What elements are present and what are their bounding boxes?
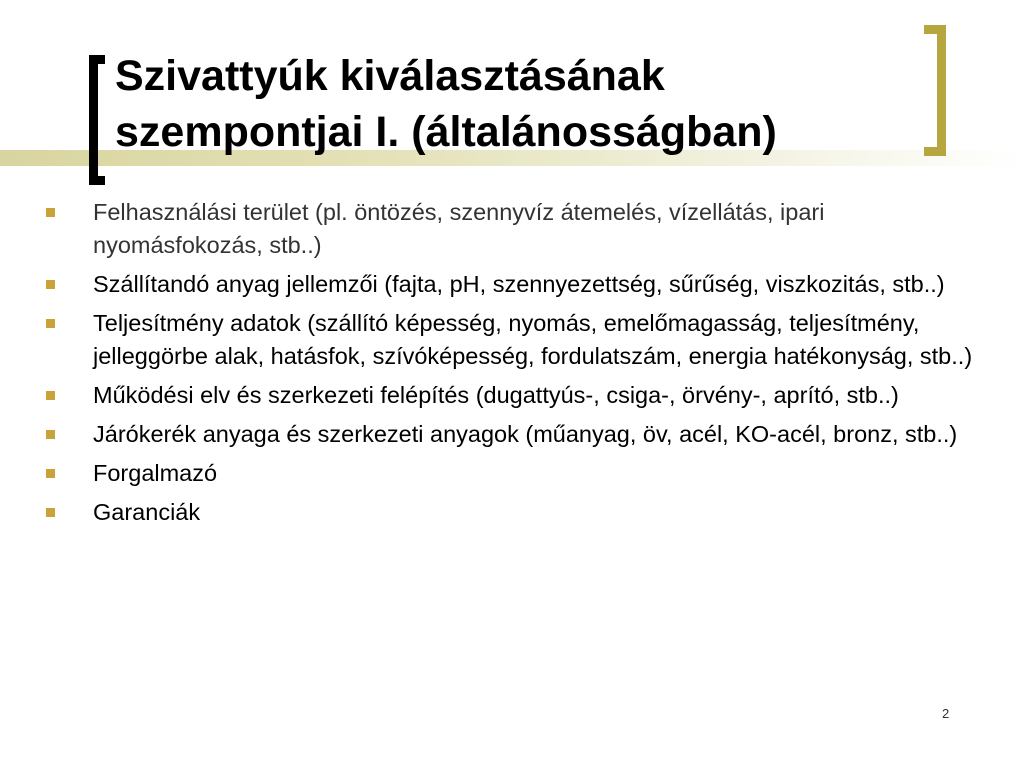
bullet-text: Járókerék anyaga és szerkezeti anyagok (műanyag, öv, acél, KO-acél, bronz, stb..) — [93, 421, 958, 447]
bullet-text: Teljesítmény adatok (szállító képesség, nyomás, emelőmagasság, teljesítmény, jelleggörbe alak, hatásfok, szívóképesség, fordulatszám, energia hatékonyság, stb..) — [93, 310, 973, 369]
bullet-text: Forgalmazó — [93, 460, 218, 486]
right-bracket-decoration — [924, 25, 946, 156]
page-number: 2 — [942, 706, 950, 721]
square-bullet-icon — [46, 208, 55, 217]
bullet-item — [46, 268, 996, 301]
bullet-item — [46, 496, 996, 529]
square-bullet-icon — [46, 391, 55, 400]
bullet-item — [46, 196, 996, 262]
square-bullet-icon — [46, 430, 55, 439]
square-bullet-icon — [46, 508, 55, 517]
bullet-list — [46, 196, 996, 535]
left-bracket-decoration — [89, 55, 105, 185]
square-bullet-icon — [46, 280, 55, 289]
slide-title: Szivattyúk kiválasztásának szempontjai I. (általánosságban) — [115, 52, 777, 156]
bullet-text: Felhasználási terület (pl. öntözés, szennyvíz átemelés, vízellátás, ipari nyomásfokozás, stb..) — [93, 199, 825, 258]
bullet-item — [46, 418, 996, 451]
square-bullet-icon — [46, 319, 55, 328]
square-bullet-icon — [46, 469, 55, 478]
bullet-text: Szállítandó anyag jellemzői (fajta, pH, szennyezettség, sűrűség, viszkozitás, stb..) — [93, 271, 945, 297]
bullet-text: Működési elv és szerkezeti felépítés (dugattyús-, csiga-, örvény-, aprító, stb..) — [93, 382, 899, 408]
bullet-item — [46, 307, 996, 373]
bullet-item — [46, 379, 996, 412]
bullet-text: Garanciák — [93, 499, 201, 525]
bullet-item — [46, 457, 996, 490]
